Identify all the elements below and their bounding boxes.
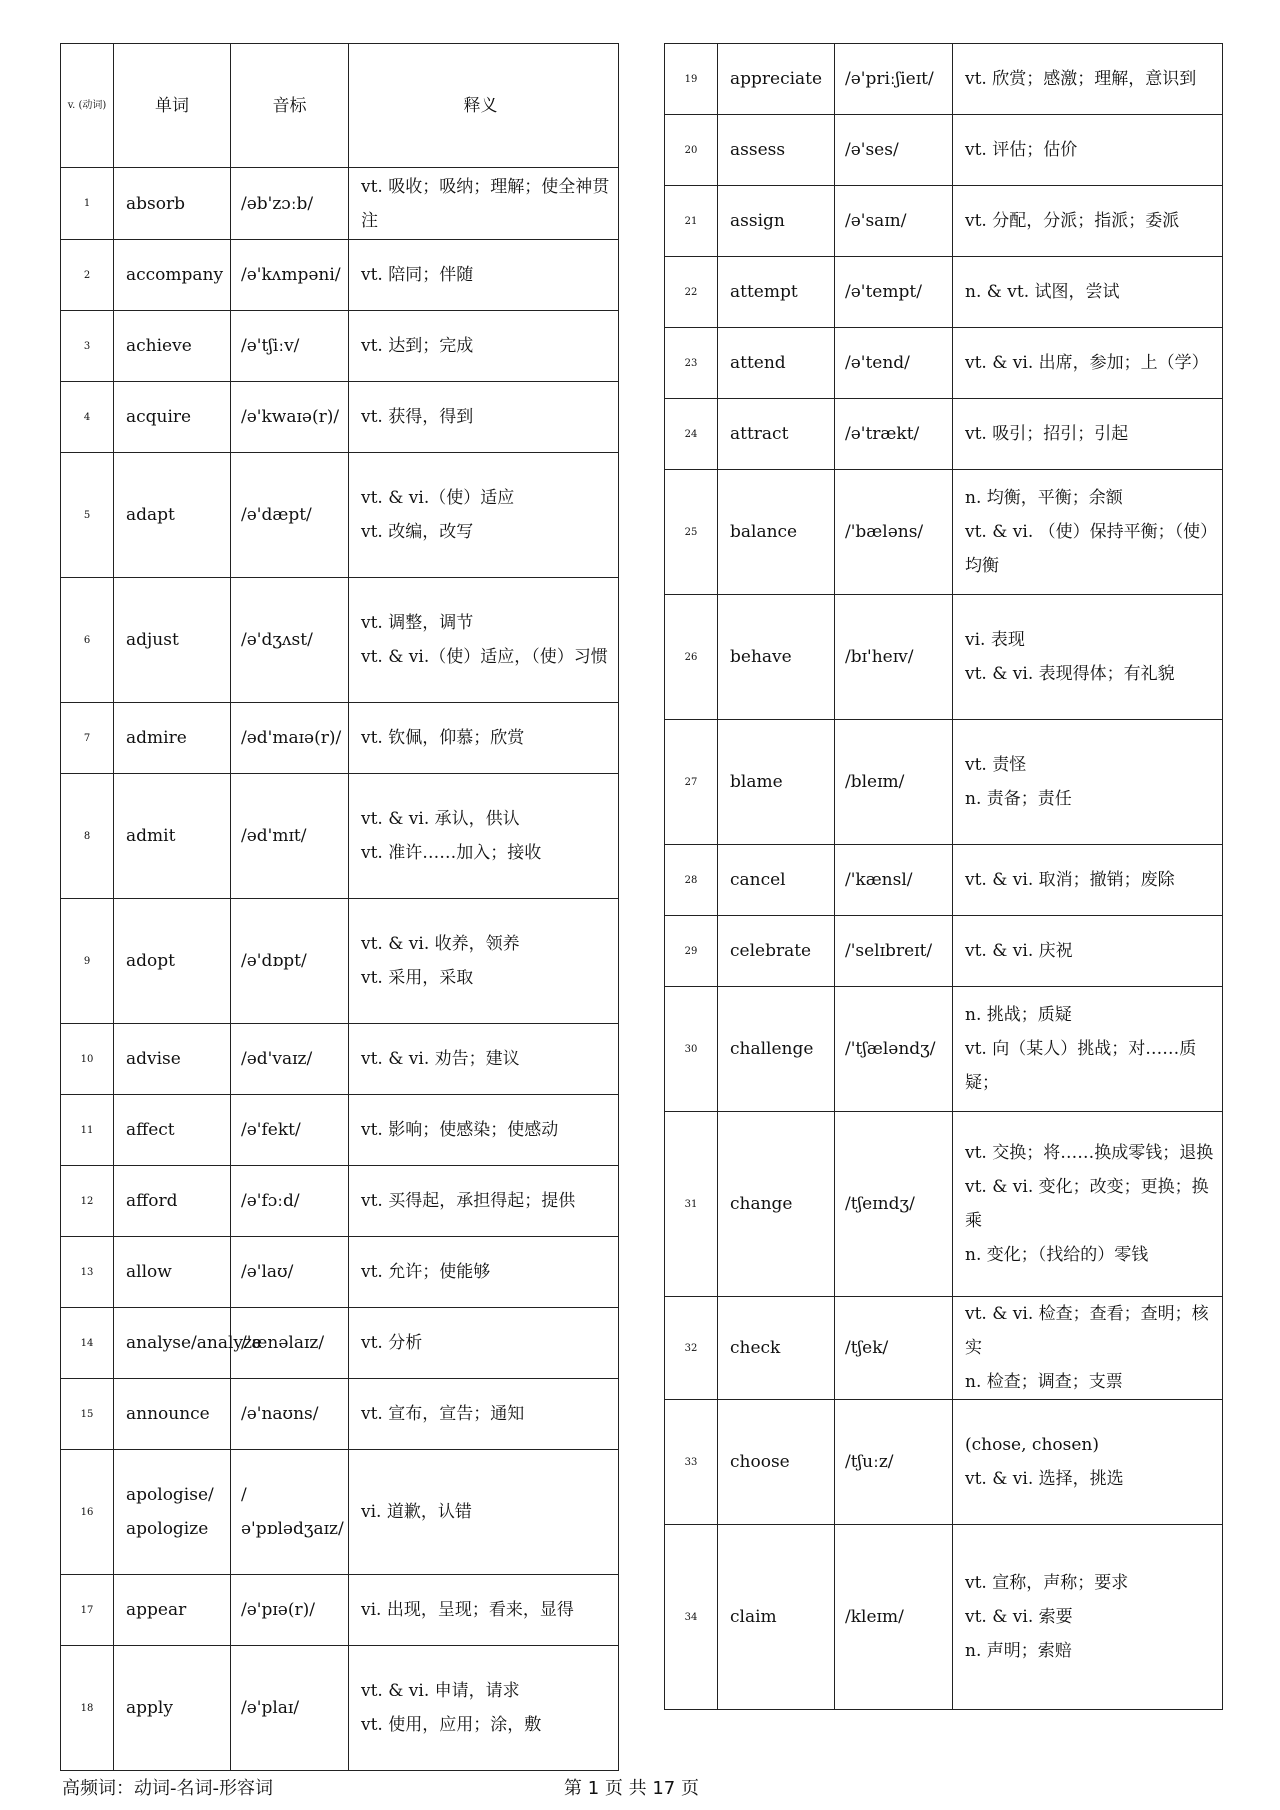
word-cell: attract: [718, 399, 835, 470]
table-row: [61, 311, 619, 382]
definition-line: vt. & vi. 检查；查看；查明；核实: [965, 1304, 1209, 1358]
table-row: [61, 774, 619, 899]
definition-line: vt. 调整，调节: [361, 613, 474, 633]
definition-cell: [953, 987, 1223, 1112]
ipa-cell: /ə'tend/: [835, 328, 953, 399]
definition-line: vt. & vi. 收养，领养: [361, 934, 520, 954]
header-definition: 释义: [349, 44, 619, 168]
ipa-cell: /ə'fɔːd/: [231, 1166, 349, 1237]
row-number: 30: [665, 987, 718, 1112]
definition-cell: [953, 328, 1223, 399]
vocab-table-right-body: [665, 44, 1223, 1710]
ipa-cell: /ə'pɪə(r)/: [231, 1575, 349, 1646]
word-cell: apologise/ apologize: [114, 1450, 231, 1575]
definition-line: n. 挑战；质疑: [965, 1005, 1072, 1025]
row-number: 2: [61, 240, 114, 311]
vocab-table-left-body: [61, 168, 619, 1771]
ipa-cell: /tʃuːz/: [835, 1400, 953, 1525]
ipa-cell: /ə'dɒpt/: [231, 899, 349, 1024]
definition-line: vt. & vi. 表现得体；有礼貌: [965, 664, 1175, 684]
definition-cell: [953, 845, 1223, 916]
ipa-cell: /ə'kʌmpəni/: [231, 240, 349, 311]
definition-line: vt. 宣称，声称；要求: [965, 1573, 1129, 1593]
definition-cell: [953, 399, 1223, 470]
row-number: 9: [61, 899, 114, 1024]
definition-line: vt. 向（某人）挑战；对……质疑；: [965, 1039, 1197, 1093]
row-number: 26: [665, 595, 718, 720]
ipa-cell: /əb'zɔːb/: [231, 168, 349, 240]
ipa-cell: /'bæləns/: [835, 470, 953, 595]
definition-line: (chose, chosen): [965, 1435, 1099, 1455]
definition-line: vt. 准许……加入；接收: [361, 843, 542, 863]
definition-line: vt. 陪同；伴随: [361, 265, 474, 285]
row-number: 12: [61, 1166, 114, 1237]
row-number: 18: [61, 1646, 114, 1771]
definition-cell: [349, 168, 619, 240]
table-row: [61, 382, 619, 453]
definition-line: vi. 表现: [965, 630, 1025, 650]
row-number: 17: [61, 1575, 114, 1646]
definition-cell: [349, 311, 619, 382]
definition-cell: [953, 720, 1223, 845]
word-cell: allow: [114, 1237, 231, 1308]
table-row: [61, 1166, 619, 1237]
word-cell: absorb: [114, 168, 231, 240]
ipa-cell: /kleɪm/: [835, 1525, 953, 1710]
word-cell: behave: [718, 595, 835, 720]
vocab-table-right: [664, 43, 1223, 1710]
definition-line: n. 声明；索赔: [965, 1641, 1072, 1661]
table-row: [61, 1308, 619, 1379]
row-number: 13: [61, 1237, 114, 1308]
row-number: 21: [665, 186, 718, 257]
word-cell: claim: [718, 1525, 835, 1710]
word-cell: blame: [718, 720, 835, 845]
definition-cell: [349, 240, 619, 311]
ipa-cell: /'selɪbreɪt/: [835, 916, 953, 987]
word-cell: acquire: [114, 382, 231, 453]
definition-cell: [953, 1112, 1223, 1297]
word-cell: attend: [718, 328, 835, 399]
definition-line: vt. 评估；估价: [965, 140, 1078, 160]
ipa-cell: /ə'fekt/: [231, 1095, 349, 1166]
word-cell: admit: [114, 774, 231, 899]
table-row: [61, 240, 619, 311]
table-row: [665, 595, 1223, 720]
ipa-cell: /ə'ses/: [835, 115, 953, 186]
table-row: [61, 168, 619, 240]
table-row: [61, 1237, 619, 1308]
ipa-cell: /'ænəlaɪz/: [231, 1308, 349, 1379]
row-number: 14: [61, 1308, 114, 1379]
word-cell: affect: [114, 1095, 231, 1166]
row-number: 25: [665, 470, 718, 595]
row-number: 34: [665, 1525, 718, 1710]
table-row: [665, 987, 1223, 1112]
definition-line: vt. & vi. 变化；改变；更换；换乘: [965, 1177, 1209, 1231]
definition-line: vt. & vi. 选择，挑选: [965, 1469, 1124, 1489]
ipa-cell: /ə'pɒlədʒaɪz/: [231, 1450, 349, 1575]
definition-line: vt. & vi. 承认，供认: [361, 809, 520, 829]
word-cell: apply: [114, 1646, 231, 1771]
word-cell: announce: [114, 1379, 231, 1450]
ipa-cell: /'tʃæləndʒ/: [835, 987, 953, 1112]
table-row: [665, 1297, 1223, 1400]
definition-line: vt. 获得，得到: [361, 407, 474, 427]
definition-line: vt. & vi. （使）保持平衡；（使）均衡: [965, 522, 1209, 576]
row-number: 3: [61, 311, 114, 382]
definition-cell: [349, 1166, 619, 1237]
table-row: [61, 1095, 619, 1166]
table-row: [61, 1575, 619, 1646]
word-cell: check: [718, 1297, 835, 1400]
ipa-cell: /bɪ'heɪv/: [835, 595, 953, 720]
definition-line: vt. & vi. 取消；撤销；废除: [965, 870, 1175, 890]
table-row: [665, 916, 1223, 987]
word-cell: attempt: [718, 257, 835, 328]
table-row: [61, 453, 619, 578]
row-number: 22: [665, 257, 718, 328]
definition-cell: [953, 470, 1223, 595]
definition-line: vt. 钦佩，仰慕；欣赏: [361, 728, 525, 748]
header-ipa: 音标: [231, 44, 349, 168]
definition-cell: [349, 899, 619, 1024]
definition-cell: [953, 186, 1223, 257]
table-row: [61, 1450, 619, 1575]
word-cell: assess: [718, 115, 835, 186]
definition-cell: [349, 1024, 619, 1095]
table-row: [61, 899, 619, 1024]
definition-cell: [349, 774, 619, 899]
word-cell: afford: [114, 1166, 231, 1237]
definition-line: n. 变化；（找给的）零钱: [965, 1245, 1149, 1265]
definition-cell: [349, 382, 619, 453]
ipa-cell: /əd'vaɪz/: [231, 1024, 349, 1095]
ipa-cell: /ə'kwaɪə(r)/: [231, 382, 349, 453]
definition-cell: [349, 1646, 619, 1771]
definition-line: vt. & vi.（使）适应，（使）习惯: [361, 647, 608, 667]
table-row: [665, 1112, 1223, 1297]
ipa-cell: /ə'plaɪ/: [231, 1646, 349, 1771]
table-row: [665, 1400, 1223, 1525]
row-number: 11: [61, 1095, 114, 1166]
row-number: 23: [665, 328, 718, 399]
table-row: [61, 1024, 619, 1095]
ipa-cell: /ə'dæpt/: [231, 453, 349, 578]
ipa-cell: /ə'trækt/: [835, 399, 953, 470]
ipa-cell: /ə'dʒʌst/: [231, 578, 349, 703]
row-number: 7: [61, 703, 114, 774]
definition-line: n. & vt. 试图，尝试: [965, 282, 1120, 302]
definition-cell: [953, 916, 1223, 987]
row-number: 6: [61, 578, 114, 703]
word-cell: advise: [114, 1024, 231, 1095]
word-cell: balance: [718, 470, 835, 595]
row-number: 8: [61, 774, 114, 899]
definition-line: vt. 影响；使感染；使感动: [361, 1120, 559, 1140]
header-pos: v. (动词): [61, 44, 114, 168]
table-row: [665, 186, 1223, 257]
definition-cell: [953, 1297, 1223, 1400]
row-number: 19: [665, 44, 718, 115]
ipa-cell: /ə'tʃiːv/: [231, 311, 349, 382]
ipa-cell: /tʃek/: [835, 1297, 953, 1400]
row-number: 29: [665, 916, 718, 987]
row-number: 31: [665, 1112, 718, 1297]
table-row: [665, 470, 1223, 595]
definition-cell: [953, 1525, 1223, 1710]
definition-cell: [953, 44, 1223, 115]
table-row: [665, 1525, 1223, 1710]
ipa-cell: /tʃeɪndʒ/: [835, 1112, 953, 1297]
word-cell: change: [718, 1112, 835, 1297]
table-row: [665, 328, 1223, 399]
ipa-cell: /ə'saɪn/: [835, 186, 953, 257]
definition-line: vt. 采用，采取: [361, 968, 474, 988]
definition-line: vt. & vi. 劝告；建议: [361, 1049, 520, 1069]
word-cell: choose: [718, 1400, 835, 1525]
ipa-cell: /'kænsl/: [835, 845, 953, 916]
definition-line: vt. 达到；完成: [361, 336, 474, 356]
definition-line: vt. & vi.（使）适应: [361, 488, 515, 508]
definition-line: vi. 出现，呈现；看来，显得: [361, 1600, 574, 1620]
definition-line: vt. 买得起，承担得起；提供: [361, 1191, 576, 1211]
definition-cell: [349, 1308, 619, 1379]
page-number: 第 1 页 共 17 页: [564, 1778, 699, 1799]
definition-cell: [349, 703, 619, 774]
definition-cell: [349, 1450, 619, 1575]
table-row: [61, 578, 619, 703]
definition-line: vt. & vi. 庆祝: [965, 941, 1073, 961]
word-cell: accompany: [114, 240, 231, 311]
definition-cell: [953, 257, 1223, 328]
word-cell: analyse/analyze: [114, 1308, 231, 1379]
table-row: [665, 115, 1223, 186]
word-cell: celebrate: [718, 916, 835, 987]
vocab-table-left: [60, 43, 619, 1771]
footer-title: 高频词：动词-名词-形容词: [62, 1778, 273, 1799]
definition-line: vt. 吸收；吸纳；理解；使全神贯注: [361, 176, 610, 231]
ipa-cell: /ə'tempt/: [835, 257, 953, 328]
definition-cell: [953, 595, 1223, 720]
definition-cell: [349, 1575, 619, 1646]
table-row: [665, 44, 1223, 115]
row-number: 16: [61, 1450, 114, 1575]
table-row: [665, 399, 1223, 470]
word-cell: adjust: [114, 578, 231, 703]
definition-line: vt. & vi. 索要: [965, 1607, 1073, 1627]
ipa-cell: /bleɪm/: [835, 720, 953, 845]
header-word: 单词: [114, 44, 231, 168]
definition-line: n. 责备；责任: [965, 789, 1072, 809]
row-number: 1: [61, 168, 114, 240]
row-number: 10: [61, 1024, 114, 1095]
row-number: 20: [665, 115, 718, 186]
definition-line: n. 均衡，平衡；余额: [965, 488, 1123, 508]
table-row: [665, 845, 1223, 916]
definition-cell: [953, 115, 1223, 186]
word-cell: assign: [718, 186, 835, 257]
ipa-cell: /əd'mɪt/: [231, 774, 349, 899]
definition-cell: [349, 1379, 619, 1450]
table-row: [665, 257, 1223, 328]
definition-cell: [349, 453, 619, 578]
definition-line: vt. 交换；将……换成零钱；退换: [965, 1143, 1214, 1163]
definition-line: vt. 分配，分派；指派；委派: [965, 211, 1180, 231]
row-number: 27: [665, 720, 718, 845]
word-cell: appear: [114, 1575, 231, 1646]
definition-line: vt. & vi. 出席，参加；上（学）: [965, 353, 1209, 373]
word-cell: adopt: [114, 899, 231, 1024]
word-cell: cancel: [718, 845, 835, 916]
definition-cell: [953, 1400, 1223, 1525]
definition-line: vt. 欣赏；感激；理解，意识到: [965, 69, 1197, 89]
definition-cell: [349, 1095, 619, 1166]
definition-line: vt. & vi. 申请，请求: [361, 1681, 520, 1701]
definition-line: vt. 责怪: [965, 755, 1027, 775]
ipa-cell: /əd'maɪə(r)/: [231, 703, 349, 774]
row-number: 24: [665, 399, 718, 470]
definition-line: vt. 允许；使能够: [361, 1262, 491, 1282]
row-number: 4: [61, 382, 114, 453]
ipa-cell: /ə'laʊ/: [231, 1237, 349, 1308]
row-number: 28: [665, 845, 718, 916]
row-number: 33: [665, 1400, 718, 1525]
definition-cell: [349, 578, 619, 703]
table-row: [61, 1379, 619, 1450]
definition-cell: [349, 1237, 619, 1308]
table-row: [665, 720, 1223, 845]
table-row: [61, 1646, 619, 1771]
ipa-cell: /ə'priːʃieɪt/: [835, 44, 953, 115]
ipa-cell: /ə'naʊns/: [231, 1379, 349, 1450]
word-cell: appreciate: [718, 44, 835, 115]
word-cell: achieve: [114, 311, 231, 382]
row-number: 5: [61, 453, 114, 578]
row-number: 15: [61, 1379, 114, 1450]
definition-line: vt. 改编，改写: [361, 522, 474, 542]
definition-line: vt. 宣布，宣告；通知: [361, 1404, 525, 1424]
word-cell: challenge: [718, 987, 835, 1112]
table-row: [61, 703, 619, 774]
definition-line: vi. 道歉，认错: [361, 1502, 472, 1522]
table-header-row: [61, 44, 619, 168]
definition-line: vt. 吸引；招引；引起: [965, 424, 1129, 444]
definition-line: n. 检查；调查；支票: [965, 1372, 1123, 1392]
definition-line: vt. 分析: [361, 1333, 423, 1353]
word-cell: admire: [114, 703, 231, 774]
row-number: 32: [665, 1297, 718, 1400]
word-cell: adapt: [114, 453, 231, 578]
definition-line: vt. 使用，应用；涂，敷: [361, 1715, 542, 1735]
